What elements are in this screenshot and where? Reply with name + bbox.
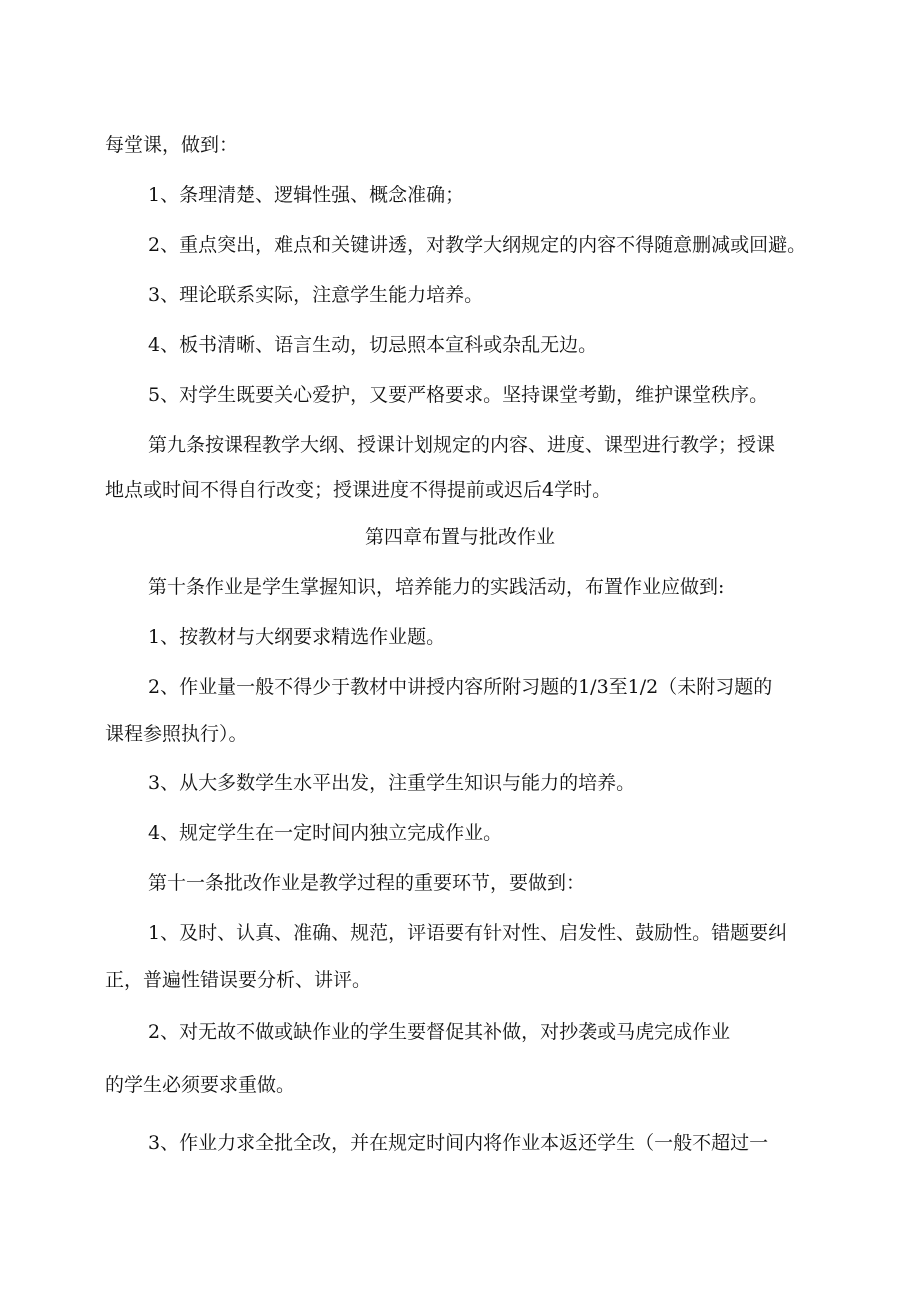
list-item-continuation: 正，普遍性错误要分析、讲评。 — [105, 969, 372, 991]
list-item: 3、作业力求全批全改，并在规定时间内将作业本返还学生（一般不超过一 — [148, 1132, 769, 1154]
list-item: 3、理论联系实际，注意学生能力培养。 — [148, 284, 484, 306]
article-9-line-1: 第九条按课程教学大纲、授课计划规定的内容、进度、课型进行教学；授课 — [148, 434, 776, 456]
article-11: 第十一条批改作业是教学过程的重要环节，要做到： — [148, 872, 586, 894]
list-item: 4、板书清晰、语言生动，切忌照本宣科或杂乱无边。 — [148, 334, 598, 356]
list-item: 2、对无故不做或缺作业的学生要督促其补做，对抄袭或马虎完成作业 — [148, 1021, 731, 1043]
article-10: 第十条作业是学生掌握知识，培养能力的实践活动，布置作业应做到: — [148, 576, 725, 598]
list-item: 4、规定学生在一定时间内独立完成作业。 — [148, 822, 503, 844]
list-item: 2、重点突出，难点和关键讲透，对教学大纲规定的内容不得随意删减或回避。 — [148, 234, 807, 256]
text-line: 每堂课，做到： — [105, 134, 239, 156]
list-item: 5、对学生既要关心爱护，又要严格要求。坚持课堂考勤，维护课堂秩序。 — [148, 384, 769, 406]
list-item: 1、及时、认真、准确、规范，评语要有针对性、启发性、鼓励性。错题要纠 — [148, 922, 788, 944]
list-item: 1、按教材与大纲要求精选作业题。 — [148, 626, 446, 648]
chapter-heading: 第四章布置与批改作业 — [364, 526, 555, 548]
list-item-continuation: 的学生必须要求重做。 — [105, 1074, 296, 1096]
list-item: 1、条理清楚、逻辑性强、概念准确； — [148, 184, 465, 206]
list-item: 3、从大多数学生水平出发，注重学生知识与能力的培养。 — [148, 772, 636, 794]
list-item: 2、作业量一般不得少于教材中讲授内容所附习题的1/3至1/2（未附习题的 — [148, 676, 773, 698]
article-9-line-2: 地点或时间不得自行改变；授课进度不得提前或迟后4学时。 — [105, 479, 612, 501]
list-item-continuation: 课程参照执行）。 — [105, 723, 248, 745]
